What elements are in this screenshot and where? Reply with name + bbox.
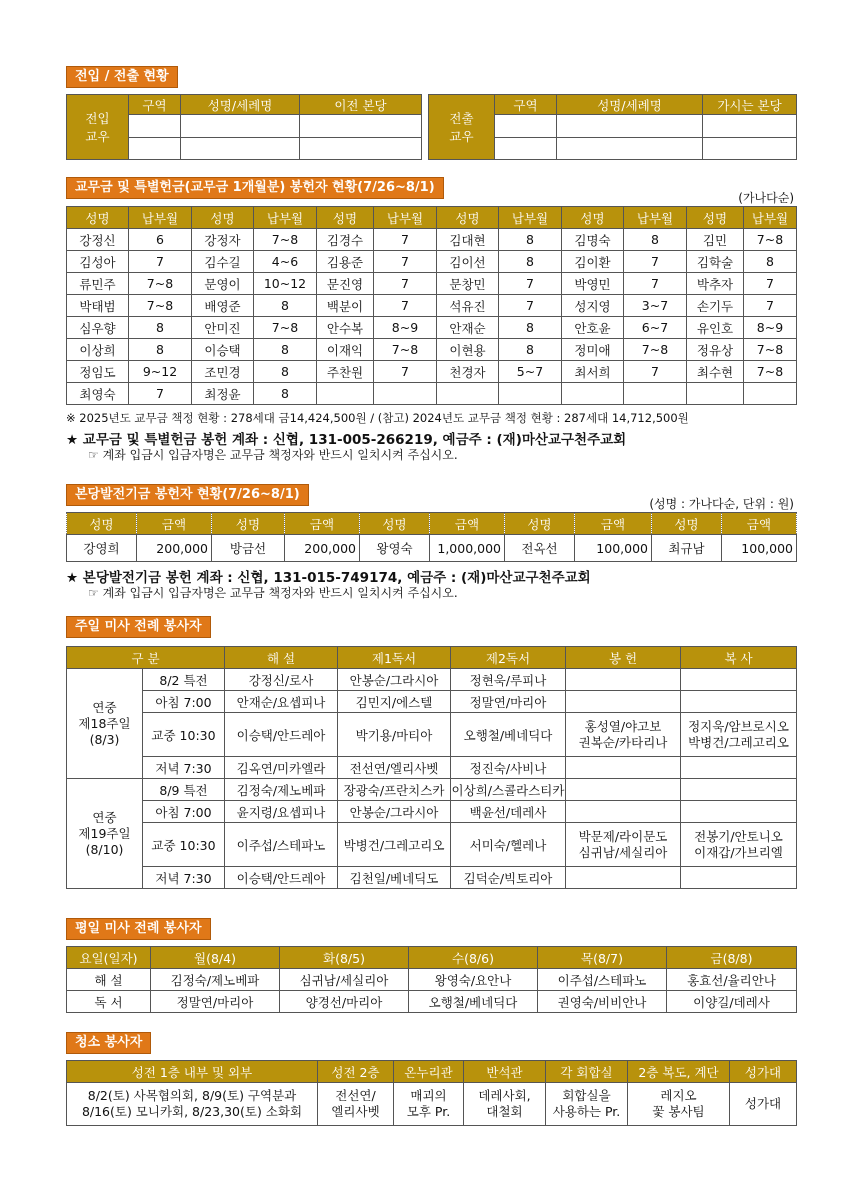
paid-months: 6~7 <box>624 317 687 339</box>
mass-time: 아침 7:00 <box>143 801 225 823</box>
dues-order-note: (가나다순) <box>738 191 794 205</box>
cleaning-team-line: 8/2(토) 사목협의회, 8/9(토) 구역분과 <box>87 1088 297 1103</box>
cleaning-table <box>66 1060 797 1126</box>
cleaning-team <box>464 1083 546 1126</box>
mass-time: 교중 10:30 <box>143 823 225 867</box>
paid-months: 8 <box>254 361 317 383</box>
mass-time: 저녁 7:30 <box>143 757 225 779</box>
dues-header-row <box>67 207 797 229</box>
col-area: 온누리관 <box>394 1061 464 1083</box>
paid-months: 7 <box>624 251 687 273</box>
second-reader: 이상희/스콜라스티카 <box>451 779 566 801</box>
table-row <box>67 991 797 1013</box>
donor-name: 강정신 <box>67 229 129 251</box>
table-row <box>67 969 797 991</box>
donor-name: 석유진 <box>437 295 499 317</box>
mass-time: 8/9 특전 <box>143 779 225 801</box>
weekday-server: 오행철/베네딕다 <box>409 991 538 1013</box>
col-date: 수(8/6) <box>409 947 538 969</box>
altar-servers <box>681 823 797 867</box>
donation-amount: 1,000,000 <box>430 535 505 562</box>
week-label-line: (8/10) <box>85 841 124 857</box>
paid-months: 8 <box>254 295 317 317</box>
donor-name: 이재익 <box>317 339 374 361</box>
col-name: 성명 <box>67 513 137 535</box>
col-month: 납부월 <box>744 207 797 229</box>
donor-name: 방금선 <box>212 535 285 562</box>
paid-months: 7~8 <box>254 229 317 251</box>
col-role: 봉 헌 <box>566 647 681 669</box>
offering-servers <box>566 823 681 867</box>
cleaning-header-row <box>67 1061 797 1083</box>
role-label: 독 서 <box>67 991 151 1013</box>
donor-name: 이현용 <box>437 339 499 361</box>
dues-status-note: ※ 2025년도 교무금 책정 현황 : 278세대 금14,424,500원 / (참고) 2024년도 교무금 책정 현황 : 287세대 14,712,500원 <box>66 411 689 425</box>
cleaning-team <box>67 1083 318 1126</box>
transfer-header: 전입 / 전출 현황 <box>66 66 178 88</box>
col-amount: 금액 <box>430 513 505 535</box>
role-label: 해 설 <box>67 969 151 991</box>
table-row <box>67 535 797 562</box>
col-date: 금(8/8) <box>667 947 797 969</box>
donor-name: 류민주 <box>67 273 129 295</box>
donor-name: 김대현 <box>437 229 499 251</box>
paid-months: 7 <box>374 229 437 251</box>
weekday-table <box>66 946 797 1013</box>
col-area: 각 회합실 <box>546 1061 628 1083</box>
table-row <box>67 713 797 757</box>
fund-order-note: (성명 : 가나다순, 단위 : 원) <box>649 497 794 511</box>
cleaning-team-line: 모후 Pr. <box>406 1104 451 1119</box>
week-label-line: 제18주일 <box>78 715 131 731</box>
table-row <box>67 757 797 779</box>
table-row <box>67 295 797 317</box>
donor-name: 김학술 <box>687 251 744 273</box>
second-reader: 정진숙/사비나 <box>451 757 566 779</box>
col-month: 납부월 <box>624 207 687 229</box>
table-row <box>67 251 797 273</box>
col-date: 목(8/7) <box>538 947 667 969</box>
donor-name: 김수길 <box>192 251 254 273</box>
cleaning-team <box>628 1083 730 1126</box>
empty-cell <box>681 867 797 889</box>
donor-name: 안수복 <box>317 317 374 339</box>
weekday-server: 김정숙/제노베파 <box>151 969 280 991</box>
sunday-header: 주일 미사 전례 봉사자 <box>66 616 211 638</box>
donor-name: 안호윤 <box>562 317 624 339</box>
donor-name: 최규남 <box>652 535 722 562</box>
col-amount: 금액 <box>285 513 360 535</box>
donor-name: 이상희 <box>67 339 129 361</box>
cleaning-team-line: 레지오 <box>660 1088 697 1103</box>
commentator: 강정신/로사 <box>225 669 338 691</box>
second-reader: 오행철/베네딕다 <box>451 713 566 757</box>
col-month: 납부월 <box>129 207 192 229</box>
table-row <box>67 823 797 867</box>
paid-months: 7 <box>374 251 437 273</box>
donor-name: 손기두 <box>687 295 744 317</box>
empty-cell <box>681 779 797 801</box>
paid-months: 8 <box>499 339 562 361</box>
weekday-server: 이주섭/스테파노 <box>538 969 667 991</box>
col-role: 복 사 <box>681 647 797 669</box>
table-row <box>67 339 797 361</box>
offering-person: 박문제/라이문도 <box>578 828 668 844</box>
donor-name: 성지영 <box>562 295 624 317</box>
cleaning-header: 청소 봉사자 <box>66 1032 151 1054</box>
col-new-parish: 가시는 본당 <box>703 95 797 115</box>
empty-cell <box>566 691 681 713</box>
donor-name: 심우향 <box>67 317 129 339</box>
empty-cell <box>566 757 681 779</box>
empty-cell <box>681 669 797 691</box>
donor-name: 배영준 <box>192 295 254 317</box>
donor-name: 문진영 <box>317 273 374 295</box>
transfer-out-table <box>428 94 797 160</box>
paid-months: 7~8 <box>744 339 797 361</box>
table-row <box>67 801 797 823</box>
donor-name: 박영민 <box>562 273 624 295</box>
paid-months: 7 <box>129 251 192 273</box>
paid-months: 7~8 <box>129 295 192 317</box>
paid-months: 8 <box>624 229 687 251</box>
empty-cell <box>566 867 681 889</box>
first-reader: 전선연/엘리사벳 <box>338 757 451 779</box>
table-row <box>67 273 797 295</box>
cleaning-team-line: 사용하는 Pr. <box>552 1104 621 1119</box>
paid-months: 7 <box>374 273 437 295</box>
table-row <box>67 317 797 339</box>
paid-months: 10~12 <box>254 273 317 295</box>
altar-servers <box>681 713 797 757</box>
second-reader: 정현욱/루피나 <box>451 669 566 691</box>
dues-table <box>66 206 797 405</box>
dues-account: ★ 교무금 및 특별헌금 봉헌 계좌 : 신협, 131-005-266219, 예금주 : (재)마산교구천주교회 <box>66 432 627 448</box>
donation-amount: 200,000 <box>285 535 360 562</box>
donor-name: 전옥선 <box>505 535 575 562</box>
donor-name: 백분이 <box>317 295 374 317</box>
second-reader: 서미숙/헬레나 <box>451 823 566 867</box>
weekday-server: 이양길/데레사 <box>667 991 797 1013</box>
col-name: 성명 <box>67 207 129 229</box>
donation-amount: 200,000 <box>137 535 212 562</box>
cleaning-team-line: 데레사회, <box>478 1088 531 1103</box>
week-label-line: 연중 <box>92 699 117 715</box>
paid-months: 8 <box>129 317 192 339</box>
table-row <box>67 1083 797 1126</box>
paid-months: 7 <box>499 273 562 295</box>
week-label-line: 제19주일 <box>78 825 131 841</box>
cleaning-team-line: 꽃 봉사팀 <box>652 1104 705 1119</box>
col-name: 성명 <box>505 513 575 535</box>
paid-months: 8 <box>499 251 562 273</box>
donor-name: 김용준 <box>317 251 374 273</box>
cleaning-team-line: 전선연/ <box>335 1088 376 1103</box>
weekday-header-row <box>67 947 797 969</box>
transfer-out-label: 전출 교우 <box>429 95 495 160</box>
col-name: 성명 <box>562 207 624 229</box>
donor-name <box>437 383 499 405</box>
paid-months: 8~9 <box>374 317 437 339</box>
col-month: 납부월 <box>499 207 562 229</box>
first-reader: 장광숙/프란치스카 <box>338 779 451 801</box>
fund-header: 본당발전기금 봉헌자 현황(7/26~8/1) <box>66 484 309 506</box>
offering-person: 홍성열/야고보 <box>584 718 662 734</box>
commentator: 윤지령/요셉피나 <box>225 801 338 823</box>
donor-name: 정미애 <box>562 339 624 361</box>
empty-cell <box>681 691 797 713</box>
paid-months: 7~8 <box>129 273 192 295</box>
col-area: 성전 2층 <box>318 1061 394 1083</box>
paid-months: 7~8 <box>374 339 437 361</box>
donor-name: 최수현 <box>687 361 744 383</box>
commentator: 이주섭/스테파노 <box>225 823 338 867</box>
paid-months: 4~6 <box>254 251 317 273</box>
donor-name: 박태범 <box>67 295 129 317</box>
paid-months: 6 <box>129 229 192 251</box>
cleaning-team <box>730 1083 797 1126</box>
cleaning-team <box>318 1083 394 1126</box>
weekday-server: 홍효선/율리안나 <box>667 969 797 991</box>
week-label-line: (8/3) <box>89 731 120 747</box>
paid-months: 7 <box>744 295 797 317</box>
col-district: 구역 <box>495 95 557 115</box>
paid-months: 8 <box>129 339 192 361</box>
col-prev-parish: 이전 본당 <box>300 95 422 115</box>
fund-account: ★ 본당발전기금 봉헌 계좌 : 신협, 131-015-749174, 예금주 : (재)마산교구천주교회 <box>66 570 591 586</box>
first-reader: 김천일/베네딕도 <box>338 867 451 889</box>
donor-name: 천경자 <box>437 361 499 383</box>
col-month: 납부월 <box>254 207 317 229</box>
paid-months: 7~8 <box>254 317 317 339</box>
paid-months: 7~8 <box>744 361 797 383</box>
dues-account-note: ☞ 계좌 입금시 입금자명은 교무금 책정자와 반드시 일치시켜 주십시오. <box>88 448 458 462</box>
paid-months: 9~12 <box>129 361 192 383</box>
col-name: 성명 <box>212 513 285 535</box>
weekday-header: 평일 미사 전례 봉사자 <box>66 918 211 940</box>
cleaning-team <box>394 1083 464 1126</box>
mass-time: 교중 10:30 <box>143 713 225 757</box>
paid-months: 7 <box>624 273 687 295</box>
paid-months: 5~7 <box>499 361 562 383</box>
donor-name: 정임도 <box>67 361 129 383</box>
mass-time: 아침 7:00 <box>143 691 225 713</box>
col-name: 성명 <box>437 207 499 229</box>
col-area: 성전 1층 내부 및 외부 <box>67 1061 318 1083</box>
paid-months <box>374 383 437 405</box>
col-month: 납부월 <box>374 207 437 229</box>
cleaning-team-line: 회합실을 <box>562 1088 611 1103</box>
commentator: 이승택/안드레아 <box>225 867 338 889</box>
first-reader: 박기용/마티아 <box>338 713 451 757</box>
paid-months: 8 <box>499 229 562 251</box>
weekday-server: 왕영숙/요안나 <box>409 969 538 991</box>
donor-name: 이승택 <box>192 339 254 361</box>
first-reader: 김민지/에스텔 <box>338 691 451 713</box>
col-date: 화(8/5) <box>280 947 409 969</box>
cleaning-team-line: 매괴의 <box>410 1088 447 1103</box>
donor-name: 강영희 <box>67 535 137 562</box>
table-row <box>67 779 797 801</box>
paid-months <box>744 383 797 405</box>
fund-header-row <box>67 513 797 535</box>
table-row <box>67 229 797 251</box>
donor-name: 조민경 <box>192 361 254 383</box>
paid-months: 7 <box>374 361 437 383</box>
paid-months: 8 <box>254 383 317 405</box>
week-label-line: 연중 <box>92 809 117 825</box>
col-name: 성명 <box>360 513 430 535</box>
col-area: 반석관 <box>464 1061 546 1083</box>
col-area: 2층 복도, 계단 <box>628 1061 730 1083</box>
donor-name: 정유상 <box>687 339 744 361</box>
col-role: 제2독서 <box>451 647 566 669</box>
paid-months <box>624 383 687 405</box>
donor-name: 김민 <box>687 229 744 251</box>
col-day: 요일(일자) <box>67 947 151 969</box>
cleaning-team-line: 대철회 <box>486 1104 523 1119</box>
weekday-server: 정말연/마리아 <box>151 991 280 1013</box>
weekday-server: 심귀남/세실리아 <box>280 969 409 991</box>
col-district: 구역 <box>129 95 181 115</box>
table-row <box>67 361 797 383</box>
fund-table <box>66 512 797 562</box>
offering-person: 심귀남/세실리아 <box>578 844 668 860</box>
paid-months: 7 <box>744 273 797 295</box>
donor-name <box>317 383 374 405</box>
paid-months: 8 <box>254 339 317 361</box>
server-person: 이재갑/가브리엘 <box>694 844 783 860</box>
paid-months: 7 <box>499 295 562 317</box>
server-person: 전봉기/안토니오 <box>694 828 783 844</box>
offering-servers <box>566 713 681 757</box>
col-area: 성가대 <box>730 1061 797 1083</box>
col-amount: 금액 <box>137 513 212 535</box>
sunday-table <box>66 646 797 889</box>
donor-name: 최정윤 <box>192 383 254 405</box>
empty-cell <box>681 757 797 779</box>
donation-amount: 100,000 <box>575 535 652 562</box>
donor-name: 최영숙 <box>67 383 129 405</box>
transfer-in-label: 전입 교우 <box>67 95 129 160</box>
paid-months: 7 <box>374 295 437 317</box>
commentator: 김옥연/미카엘라 <box>225 757 338 779</box>
first-reader: 안봉순/그라시아 <box>338 801 451 823</box>
offering-person: 권복순/카타리나 <box>578 734 668 750</box>
dues-header: 교무금 및 특별헌금(교무금 1개월분) 봉헌자 현황(7/26~8/1) <box>66 177 444 199</box>
weekday-server: 권영숙/비비안나 <box>538 991 667 1013</box>
paid-months <box>499 383 562 405</box>
col-amount: 금액 <box>575 513 652 535</box>
donor-name: 김이선 <box>437 251 499 273</box>
paid-months: 8 <box>499 317 562 339</box>
table-row <box>67 691 797 713</box>
col-name: 성명 <box>652 513 722 535</box>
paid-months: 7~8 <box>624 339 687 361</box>
col-amount: 금액 <box>722 513 797 535</box>
paid-months: 3~7 <box>624 295 687 317</box>
col-category: 구 분 <box>67 647 225 669</box>
col-role: 해 설 <box>225 647 338 669</box>
paid-months: 7 <box>129 383 192 405</box>
paid-months: 8 <box>744 251 797 273</box>
donation-amount: 100,000 <box>722 535 797 562</box>
donor-name: 박추자 <box>687 273 744 295</box>
week-label <box>67 669 143 779</box>
table-row <box>67 669 797 691</box>
paid-months: 7~8 <box>744 229 797 251</box>
table-row <box>67 383 797 405</box>
mass-time: 저녁 7:30 <box>143 867 225 889</box>
mass-time: 8/2 특전 <box>143 669 225 691</box>
sunday-header-row <box>67 647 797 669</box>
second-reader: 김덕순/빅토리아 <box>451 867 566 889</box>
first-reader: 안봉순/그라시아 <box>338 669 451 691</box>
fund-account-note: ☞ 계좌 입금시 입금자명은 교무금 책정자와 반드시 일치시켜 주십시오. <box>88 586 458 600</box>
empty-cell <box>566 801 681 823</box>
commentator: 안재순/요셉피나 <box>225 691 338 713</box>
col-name: 성명/세례명 <box>181 95 300 115</box>
week-label <box>67 779 143 889</box>
donor-name: 김성아 <box>67 251 129 273</box>
col-name: 성명/세례명 <box>557 95 703 115</box>
cleaning-team-line: 8/16(토) 모니카회, 8/23,30(토) 소화회 <box>81 1104 303 1119</box>
transfer-in-table <box>66 94 422 160</box>
col-name: 성명 <box>687 207 744 229</box>
server-person: 박병건/그레고리오 <box>688 734 789 750</box>
donor-name <box>687 383 744 405</box>
donor-name: 안재순 <box>437 317 499 339</box>
server-person: 정지욱/암브로시오 <box>688 718 789 734</box>
empty-cell <box>566 779 681 801</box>
cleaning-team-line: 엘리사벳 <box>331 1104 380 1119</box>
donor-name: 김명숙 <box>562 229 624 251</box>
commentator: 이승택/안드레아 <box>225 713 338 757</box>
donor-name: 최서희 <box>562 361 624 383</box>
col-date: 월(8/4) <box>151 947 280 969</box>
weekday-server: 양경선/마리아 <box>280 991 409 1013</box>
donor-name: 문영이 <box>192 273 254 295</box>
paid-months: 7 <box>624 361 687 383</box>
donor-name: 주찬원 <box>317 361 374 383</box>
col-name: 성명 <box>317 207 374 229</box>
donor-name <box>562 383 624 405</box>
donor-name: 김경수 <box>317 229 374 251</box>
donor-name: 강정자 <box>192 229 254 251</box>
empty-cell <box>566 669 681 691</box>
cleaning-team <box>546 1083 628 1126</box>
donor-name: 안미진 <box>192 317 254 339</box>
second-reader: 정말연/마리아 <box>451 691 566 713</box>
commentator: 김정숙/제노베파 <box>225 779 338 801</box>
col-name: 성명 <box>192 207 254 229</box>
col-role: 제1독서 <box>338 647 451 669</box>
donor-name: 문창민 <box>437 273 499 295</box>
donor-name: 김이환 <box>562 251 624 273</box>
donor-name: 왕영숙 <box>360 535 430 562</box>
paid-months: 8~9 <box>744 317 797 339</box>
second-reader: 백윤선/데레사 <box>451 801 566 823</box>
cleaning-team-line: 성가대 <box>744 1096 782 1111</box>
table-row <box>67 867 797 889</box>
donor-name: 유인호 <box>687 317 744 339</box>
first-reader: 박병건/그레고리오 <box>338 823 451 867</box>
empty-cell <box>681 801 797 823</box>
